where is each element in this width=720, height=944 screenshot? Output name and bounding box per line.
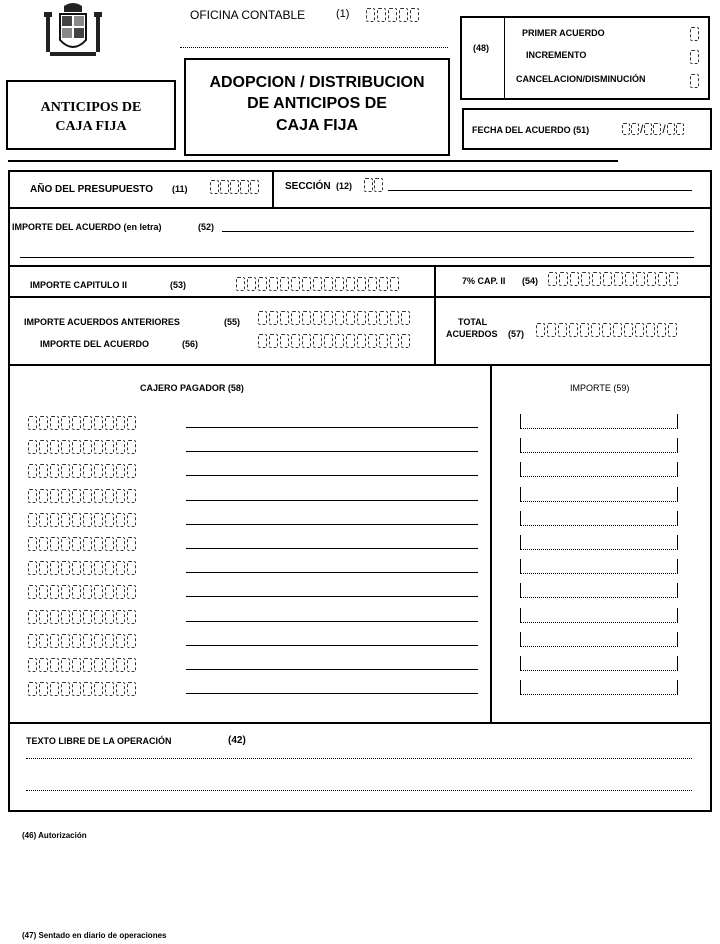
total-input[interactable] <box>536 323 677 337</box>
coat-of-arms-icon <box>40 2 106 60</box>
anteriores-label: IMPORTE ACUERDOS ANTERIORES <box>24 317 180 327</box>
cajero-name-line[interactable] <box>186 475 478 476</box>
cajero-code-input[interactable] <box>28 513 136 527</box>
oficina-label: OFICINA CONTABLE <box>190 8 306 22</box>
total-label-2: ACUERDOS <box>446 329 498 339</box>
fecha-input[interactable]: / / <box>622 122 684 136</box>
importe-input[interactable] <box>520 487 678 502</box>
cajero-name-line[interactable] <box>186 451 478 452</box>
cajero-name-line[interactable] <box>186 645 478 646</box>
cajero-code-input[interactable] <box>28 537 136 551</box>
importe-input[interactable] <box>520 438 678 453</box>
importe-letra-label: IMPORTE DEL ACUERDO (en letra) <box>12 222 162 232</box>
sentado-label: (47) Sentado en diario de operaciones <box>22 931 167 940</box>
capitulo-label: IMPORTE CAPITULO II <box>30 280 128 290</box>
texto-code: (42) <box>228 735 246 746</box>
main-title-1: ADOPCION / DISTRIBUCION <box>209 74 425 91</box>
oficina-line <box>180 47 448 48</box>
texto-line-2[interactable] <box>26 790 692 791</box>
fecha-label: FECHA DEL ACUERDO (51) <box>472 125 590 135</box>
main-title-box <box>184 58 450 156</box>
importe-input[interactable] <box>520 680 678 695</box>
seccion-input[interactable] <box>364 178 383 192</box>
left-title-2: CAJA FIJA <box>55 119 127 134</box>
capitulo-code: (53) <box>170 280 187 290</box>
anteriores-code: (55) <box>224 317 241 327</box>
anio-label: AÑO DEL PRESUPUESTO <box>30 184 153 195</box>
importe-input[interactable] <box>520 583 678 598</box>
texto-line-1[interactable] <box>26 758 692 759</box>
cajero-code-input[interactable] <box>28 489 136 503</box>
cajero-name-line[interactable] <box>186 596 478 597</box>
opcion-cancelacion: CANCELACION/DISMINUCIÓN <box>516 74 646 84</box>
importe-input[interactable] <box>520 656 678 671</box>
cajero-name-line[interactable] <box>186 572 478 573</box>
checkbox-cancelacion[interactable] <box>690 74 699 88</box>
main-title-2: DE ANTICIPOS DE <box>247 95 387 112</box>
cajero-code-input[interactable] <box>28 440 136 454</box>
cajero-name-line[interactable] <box>186 621 478 622</box>
cajero-name-line[interactable] <box>186 693 478 694</box>
header-separator <box>8 160 618 162</box>
acuerdo-input[interactable] <box>258 334 410 348</box>
checkbox-primer-acuerdo[interactable] <box>690 27 699 41</box>
texto-label: TEXTO LIBRE DE LA OPERACIÓN <box>26 736 172 746</box>
total-label-1: TOTAL <box>458 317 488 327</box>
left-title-1: ANTICIPOS DE <box>40 100 142 115</box>
cajero-code-input[interactable] <box>28 585 136 599</box>
main-title-3: CAJA FIJA <box>275 117 359 134</box>
cajero-code-input[interactable] <box>28 464 136 478</box>
capitulo-input[interactable] <box>236 277 399 291</box>
seccion-line <box>388 190 692 191</box>
cajero-code-input[interactable] <box>28 682 136 696</box>
anteriores-input[interactable] <box>258 311 410 325</box>
checkbox-incremento[interactable] <box>690 50 699 64</box>
cajero-code-input[interactable] <box>28 658 136 672</box>
options-box <box>460 16 710 100</box>
cajero-name-line[interactable] <box>186 500 478 501</box>
acuerdo-label: IMPORTE DEL ACUERDO <box>40 339 150 349</box>
cajero-code-input[interactable] <box>28 416 136 430</box>
importe-input[interactable] <box>520 632 678 647</box>
cajero-code-input[interactable] <box>28 634 136 648</box>
oficina-code: (1) <box>336 8 350 20</box>
importe-letra-line-1[interactable] <box>222 231 694 232</box>
importe-input[interactable] <box>520 559 678 574</box>
cajero-code-input[interactable] <box>28 610 136 624</box>
opcion-primer-acuerdo: PRIMER ACUERDO <box>522 28 605 38</box>
opcion-incremento: INCREMENTO <box>526 50 587 60</box>
importe-letra-code: (52) <box>198 222 215 232</box>
total-code: (57) <box>508 329 525 339</box>
anio-input[interactable] <box>210 180 259 194</box>
siete-input[interactable] <box>548 272 678 286</box>
fecha-box <box>462 108 712 150</box>
left-title-box <box>6 80 176 150</box>
importe-letra-line-2[interactable] <box>20 257 694 258</box>
importe-input[interactable] <box>520 462 678 477</box>
importe-input[interactable] <box>520 511 678 526</box>
anio-code: (11) <box>172 184 188 194</box>
cajero-code-input[interactable] <box>28 561 136 575</box>
cajero-name-line[interactable] <box>186 548 478 549</box>
autorizacion-label: (46) Autorización <box>22 831 87 840</box>
cajero-name-line[interactable] <box>186 427 478 428</box>
siete-code: (54) <box>522 276 539 286</box>
siete-label: 7% CAP. II <box>462 276 506 286</box>
cajero-name-line[interactable] <box>186 669 478 670</box>
seccion-label: SECCIÓN <box>285 181 331 192</box>
importe-input[interactable] <box>520 608 678 623</box>
cajero-label: CAJERO PAGADOR (58) <box>140 383 244 393</box>
acuerdo-code: (56) <box>182 339 199 349</box>
importe-input[interactable] <box>520 535 678 550</box>
oficina-input[interactable] <box>366 8 419 22</box>
cajero-name-line[interactable] <box>186 524 478 525</box>
importe-col-label: IMPORTE (59) <box>570 383 630 393</box>
seccion-code: (12) <box>336 181 353 191</box>
opciones-code: (48) <box>473 43 490 53</box>
importe-input[interactable] <box>520 414 678 429</box>
